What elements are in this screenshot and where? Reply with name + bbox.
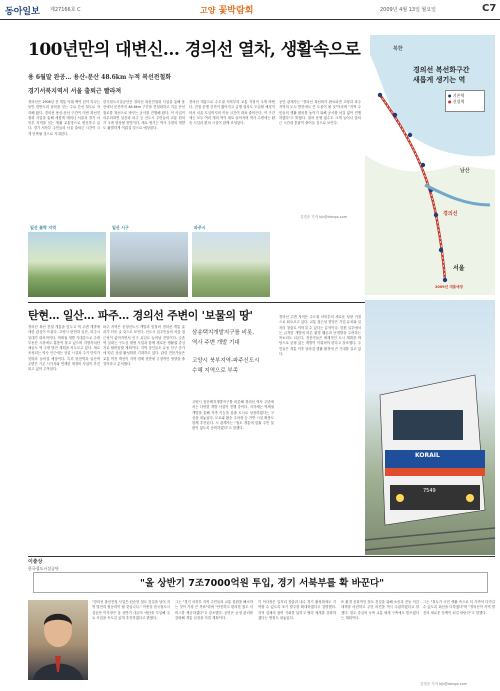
article1-column-3: 경의선 개통으로 수도권 서북부의 교통 지형이 크게 바뀐다. 전철 운행 간격이 짧아지고 급행 열차도 도입될 예정이어서 서울 도심까지의 이동 시간이 대폭 줄어든다. 이 구간에는 모두 여러 개의 역이 새로 들어서며 역사 주변에는 환승 시설과 편의 시설이 함께 조성된다. [189,100,275,126]
article2-column-3: 고양시 삼송택지개발지구를 비롯해 경의선 역사 주변에서는 다양한 개발 사업이 진행 중이다. 지자체는 역세권 개발을 통해 자족 기능을 갖춘 도시로 성장하겠다는 구상을 내놓았다. 도로와 환승 주차장 등 기반 시설 확충도 함께 추진된다. 시 관계자는 "철도 개통에 맞춰 주민 불편이 없도록 준비하겠다"고 말했다. [192,400,274,431]
photo-caption-3: 파주시 [194,225,206,230]
section-name: 꽃박람회 [218,6,254,16]
route-map [365,35,495,295]
photo-caption-1: 일산 꽃박 지역 [30,225,56,230]
interview-column-1: "경의선 복선전철 사업은 단순한 철도 건설을 넘어 지역 발전의 원동력이 될 것입니다." 이충상 한국철도시설공단 이사장은 올 상반기 대규모 예산을 투입해 주요 사업을 속도감 있게 추진하겠다고 밝혔다. [92,600,170,620]
interview-divider [28,556,495,557]
interviewee-portrait [28,600,88,680]
interview-byline: 김경준 기자 kjk@donga.com [420,682,468,686]
interview-column-5: 그는 "철도가 국민 생활 속으로 더 가까이 다가갈 수 있도록 최선을 다하겠다"며 "경의선이 지역 발전의 새로운 동맥이 되길 바란다"고 말했다. [423,600,495,615]
map-legend [445,90,485,112]
main-headline: 100년만의 대변신… 경의선 열차, 생활속으로 [28,40,361,60]
article1-byline: 김경준 기자 kjk@donga.com [300,215,348,219]
interview-quote: "올 상반기 7조7000억원 투입, 경기 서북부를 확 바꾼다" [140,578,385,589]
page-header [0,0,500,20]
map-title-1: 경의선 복선화구간 [413,66,470,74]
photo-caption-2: 일산 시구 [112,225,129,230]
issue-number: 제27166호 C [50,7,81,13]
sidebox-line-3: 고양시 북부지역-파주신도시 [192,358,260,364]
interviewee-name: 이충상 [28,559,43,565]
issue-date: 2009년 4월 13일 월요일 [380,7,437,13]
map-label-north: 북한 [393,46,403,52]
portrait-svg [28,600,88,680]
article2-column-4: 경의선 주변 지역은 수도권 서북부의 새로운 성장 거점으로 떠오르고 있다. 교통 접근성 향상은 기업 유치와 일자리 창출로 이어질 수 있다는 분석이다. 한편 일부에서는 급격한 개발에 따른 환경 훼손과 난개발을 우려하는 목소리도 나온다. 전문가들은 체계적인 도시 계획을 바탕으로 균형 있는 개발이 이뤄져야 한다고 강조했다. 주민들은 개통 이후 달라질 생활 환경에 큰 기대를 걸고 있다. [279,315,361,357]
section-divider [28,302,368,303]
sidebox-line-1: 삼송택지개발지구를 비롯, [192,330,254,336]
subheadline-1: 용 6월말 완공… 용산-문산 48.6km 누적 복선전철화 [28,74,172,81]
article1-column-2: 한국철도시설공단은 경의선 복선전철화 사업을 통해 용산에서 문산까지 48.6km 구간을 전철화하고 기존 단선 철로를 복선으로 바꾸는 공사를 진행해 왔다. 이 사업이 마무리되면 일산과 파주 등 신도시 주민들의 교통 편의가 크게 향상될 전망이다. 새로 생기는 역사 주변의 개발도 활발하게 이뤄질 것으로 예상된다. [103,100,185,131]
map-label-start: 2009년 개통예정 [435,285,463,289]
article2-column-1: 경의선 복선 전철 개통을 앞두고 역 주변 개발에 대한 관심이 뜨겁다. 고양시 탄현과 일산, 파주시 일대가 대표적이다. 역세권 개발 기대감으로 주변 부동산 시장에도 훈풍이 불고 있으며 지방자치단체들도 역 주변 발전 계획을 서두르고 있다. 새로 조성되는 역사 인근에는 상업 시설과 주거 단지가 잇따라 들어설 예정이다. 특히 탄현역과 일산역 주변은 기존 시가지와 연계한 재정비 사업이 추진되고 있어 주목된다. [28,325,100,372]
photo-city [110,225,188,297]
train-brand-label: KORAIL [415,452,440,459]
interviewee-title: 한국철도시설공단 [28,566,59,571]
interview-column-4: 또 환경 친화적인 철도 건설을 위해 소음과 진동 저감 대책을 마련하고 주민 의견을 적극 수렴하겠다고 말했다. 철도 중심의 녹색 교통 체계 구축에도 힘쓰겠다는 계획이다. [341,600,419,620]
subheadline-2: 경기서북지역서 서울 출퇴근 빨라져 [28,88,122,95]
train-svg [365,300,495,555]
article1-column-4: 공단 관계자는 "경의선 복선화가 완료되면 고양과 파주 지역의 도시 발전에도 큰 도움이 될 것"이라며 "지역 주민들의 생활 편의를 높이기 위해 공사를 차질 없이 진행하겠다"고 밝혔다. 열차 운행 횟수도 크게 늘어나 출퇴근 시간대 혼잡이 줄어들 것으로 보인다. [279,100,361,126]
interview-column-3: 이 이사장은 일자리 창출과 내수 경기 활성화에도 기여할 수 있도록 조기 발주를 확대하겠다고 설명했다. 지역 업체의 참여 기회를 넓히고 협력 체계를 강화하겠다는 방침도 내놓았다. [258,600,336,620]
second-headline: 탄현… 일산… 파주… 경의선 주변이 '보물의 땅' [28,309,253,322]
legend-existing: ● 기존역 [448,93,465,98]
map-label-line: 경의선 [443,211,458,217]
map-label-namsan: 남산 [460,168,470,174]
section-title [200,3,253,16]
article1-column-1: 경의선은 1906년 전 개통 이래 백여 년이 지나는 동안 한반도의 남북을 잇는 주요 간선 철도로 자리해 왔다. 경의선 용산-문산 구간이 이번 복선전철화 사업을 통해 새롭게 태어나 서울과 경기 서북부 지역을 잇는 생활 교통망으로 변신하고 있다. 경기 서북부 주민들의 서울 출퇴근 시간이 크게 단축될 것으로 기대된다. [28,100,100,136]
section-prefix: 고양 [200,6,216,15]
newspaper-logo: 동아일보 [5,7,40,17]
interview-column-2: 그는 "경기 서북부 지역 주민들의 교통 불편을 해소하는 것이 가장 큰 목표"라며 "안전하고 편리한 철도 서비스를 제공하겠다"고 강조했다. 공단은 공정 관리를 강화해 개통 일정을 지킬 계획이다. [175,600,253,620]
train-number: 7549 [423,488,436,494]
interviewee [28,558,43,565]
sidebox-line-4: 수혜 지역으로 부족 [192,368,239,374]
legend-new: ● 신설역 [448,99,465,104]
map-label-seoul: 서울 [453,265,465,272]
photo-paju [192,225,270,297]
map-title-2: 새롭게 생기는 역 [413,76,466,84]
photo-lake-park [28,225,106,297]
article2-sidebox [192,328,274,376]
sidebox-line-2: 역사 주변 개발 기대 [192,340,240,346]
photo-train [365,300,495,555]
article2-column-2: 파주 지역은 운정신도시 개발과 맞물려 경의선 개통 효과가 더욱 클 것으로 보인다. 신도시 입주민들의 서울 접근성이 좋아지면서 인구 유입도 늘어날 전망이다. 금촌역 일대는 구도심 재생 사업과 함께 새로운 생활권 중심지로 탈바꿈할 계획이다. 지역 상인들도 유동 인구 증가에 따른 상권 활성화를 기대하고 있다. 관련 전문가들은 교통 여건 개선이 지역 경제 전반에 긍정적인 영향을 줄 것이라고 분석했다. [103,325,185,367]
page-number: C7 [482,3,497,14]
